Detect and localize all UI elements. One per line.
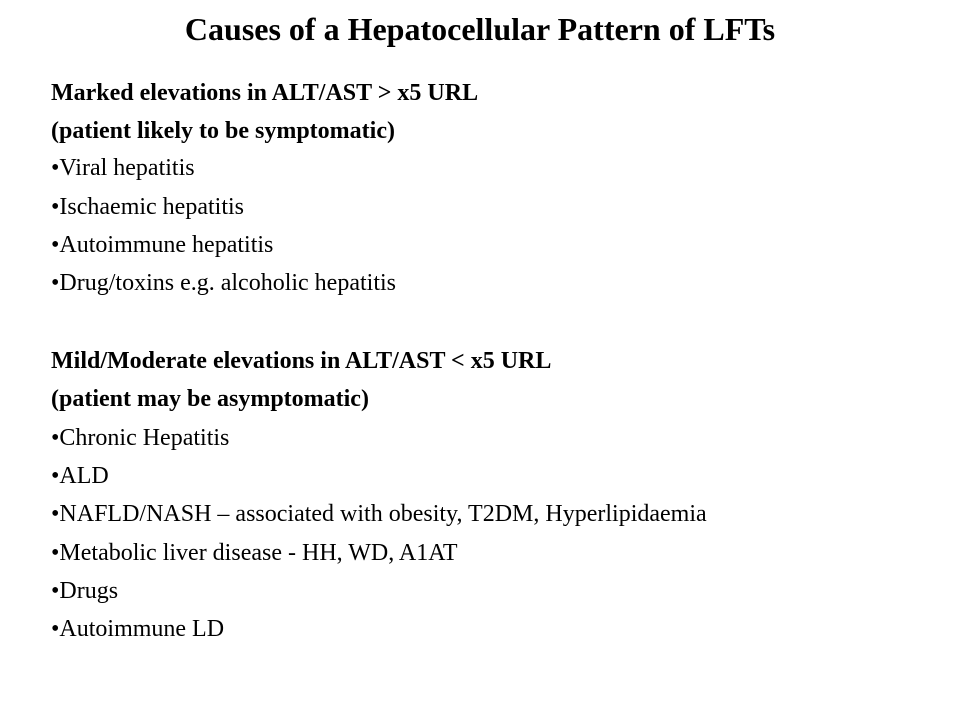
section-1-heading: Marked elevations in ALT/AST > x5 URL [51,80,479,106]
section-1-subheading: (patient likely to be symptomatic) [51,118,395,144]
list-item: •Ischaemic hepatitis [51,194,244,220]
section-2-subheading: (patient may be asymptomatic) [51,386,369,412]
list-item: •Viral hepatitis [51,155,195,181]
list-item: •Autoimmune LD [51,616,225,642]
slide-title: Causes of a Hepatocellular Pattern of LFTs [184,11,776,47]
list-item: •ALD [51,463,109,489]
list-item: •Drugs [51,578,119,604]
list-item: •Autoimmune hepatitis [51,232,274,258]
list-item: •Metabolic liver disease - HH, WD, A1AT [51,540,458,566]
list-item: •Chronic Hepatitis [51,425,230,451]
list-item: •Drug/toxins e.g. alcoholic hepatitis [51,270,396,296]
list-item: •NAFLD/NASH – associated with obesity, T2DM, Hyperlipidaemia [51,501,707,527]
section-2-heading: Mild/Moderate elevations in ALT/AST < x5 URL [51,348,552,374]
